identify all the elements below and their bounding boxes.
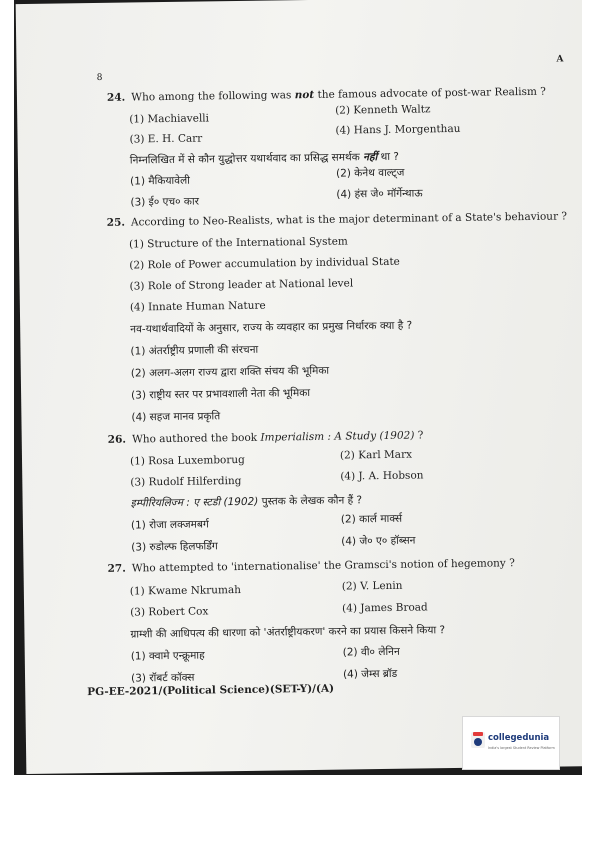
- question-text: Who authored the book: [131, 431, 261, 446]
- watermark-tagline: India's largest Student Review Platform: [488, 746, 555, 750]
- question-text: Who among the following was: [131, 89, 295, 104]
- option-4: (4) James Broad: [342, 601, 428, 615]
- question-emphasis: not: [294, 88, 315, 102]
- hindi-option-3: (3) राष्ट्रीय स्तर पर प्रभावशाली नेता की भूमिका: [131, 387, 311, 402]
- option-3: (3) E. H. Carr: [129, 132, 203, 146]
- hindi-option-4: (4) हंस जे० मॉर्गेन्थाऊ: [336, 187, 423, 201]
- hindi-option-4: (4) सहज मानव प्रकृति: [131, 410, 221, 424]
- option-1: (1) Structure of the International System: [128, 235, 348, 251]
- page-number: 8: [96, 72, 103, 83]
- hindi-option-1: (1) क्वामे एन्क्रूमाह: [130, 649, 205, 663]
- hindi-emphasis: नहीं: [363, 151, 378, 164]
- option-2: (2) V. Lenin: [341, 579, 403, 593]
- corner-mark: A: [556, 54, 564, 65]
- question-26-hindi: [131, 493, 363, 510]
- option-1: (1) Rosa Luxemborug: [129, 453, 245, 468]
- hindi-option-3: (3) ई० एच० कार: [130, 195, 200, 209]
- hindi-option-2: (2) कार्ल मार्क्स: [340, 512, 403, 526]
- question-number: 24.: [106, 91, 126, 104]
- option-2: (2) Kenneth Waltz: [335, 103, 431, 117]
- hindi-option-2: (2) केनेथ वाल्ट्ज: [335, 166, 405, 180]
- hindi-text: निम्नलिखित में से कौन युद्धोत्तर यथार्थवाद का प्रसिद्ध समर्थक: [129, 151, 364, 167]
- hindi-option-4: (4) जेम्स ब्रॉड: [342, 667, 398, 681]
- option-2: (2) Role of Power accumulation by individual State: [129, 255, 400, 272]
- question-24: [107, 86, 546, 104]
- question-text-end: ?: [414, 429, 424, 442]
- graduate-logo-icon: [471, 732, 485, 748]
- hindi-text-end: था ?: [377, 150, 400, 164]
- paper-code-footer: PG-EE-2021/(Political Science)(SET-Y)/(A): [87, 682, 335, 699]
- option-4: (4) Innate Human Nature: [129, 299, 266, 314]
- collegedunia-watermark: [462, 716, 560, 770]
- hindi-option-1: (1) मैकियावेली: [130, 174, 190, 188]
- option-1: (1) Machiavelli: [129, 112, 210, 126]
- option-3: (3) Rudolf Hilferding: [130, 474, 242, 489]
- watermark-name: collegedunia: [488, 733, 550, 743]
- hindi-text: पुस्तक के लेखक कौन हैं ?: [258, 494, 363, 508]
- question-27: [107, 557, 514, 575]
- option-4: (4) J. A. Hobson: [340, 469, 424, 483]
- hindi-option-1: (1) रोजा लक्जमबर्ग: [130, 518, 209, 532]
- option-3: (3) Role of Strong leader at National level: [129, 277, 354, 293]
- hindi-option-3: (3) रॉबर्ट कॉक्स: [130, 671, 195, 685]
- question-27-hindi: ग्राम्शी की आधिपत्य की धारणा को 'अंतर्राष्ट्रीयकरण' करने का प्रयास किसने किया ?: [130, 624, 446, 641]
- question-24-hindi: [130, 150, 399, 168]
- photo-background: [14, 0, 582, 775]
- book-title: Imperialism : A Study (1902): [260, 429, 415, 444]
- hindi-book-title: इम्पीरियलिज्म : ए स्टडी (1902): [130, 495, 259, 510]
- hindi-option-2: (2) अलग-अलग राज्य द्वारा शक्ति संचय की भूमिका: [130, 364, 330, 380]
- question-text-end: the famous advocate of post-war Realism ?: [314, 85, 546, 101]
- question-text: Who attempted to 'internationalise' the Gramsci's notion of hegemony ?: [131, 557, 515, 575]
- option-2: (2) Karl Marx: [339, 448, 413, 462]
- hindi-option-2: (2) वी० लेनिन: [342, 645, 400, 659]
- option-4: (4) Hans J. Morgenthau: [335, 122, 461, 137]
- question-25-hindi: नव-यथार्थवादियों के अनुसार, राज्य के व्यवहार का प्रमुख निर्धारक क्या है ?: [130, 319, 413, 336]
- hindi-option-1: (1) अंतर्राष्ट्रीय प्रणाली की संरचना: [130, 343, 259, 358]
- question-number: 25.: [106, 216, 126, 229]
- exam-page: [16, 0, 582, 774]
- question-number: 27.: [107, 562, 126, 575]
- hindi-option-4: (4) जे० ए० हॉब्सन: [341, 534, 416, 548]
- question-26: [108, 429, 424, 445]
- question-text: According to Neo-Realists, what is the major determinant of a State's behaviour ?: [130, 210, 568, 229]
- option-3: (3) Robert Cox: [130, 605, 209, 619]
- hindi-option-3: (3) रुडोल्फ हिलफर्डिंग: [131, 540, 218, 554]
- question-number: 26.: [107, 433, 127, 446]
- question-25: [107, 210, 567, 228]
- option-1: (1) Kwame Nkrumah: [129, 583, 242, 598]
